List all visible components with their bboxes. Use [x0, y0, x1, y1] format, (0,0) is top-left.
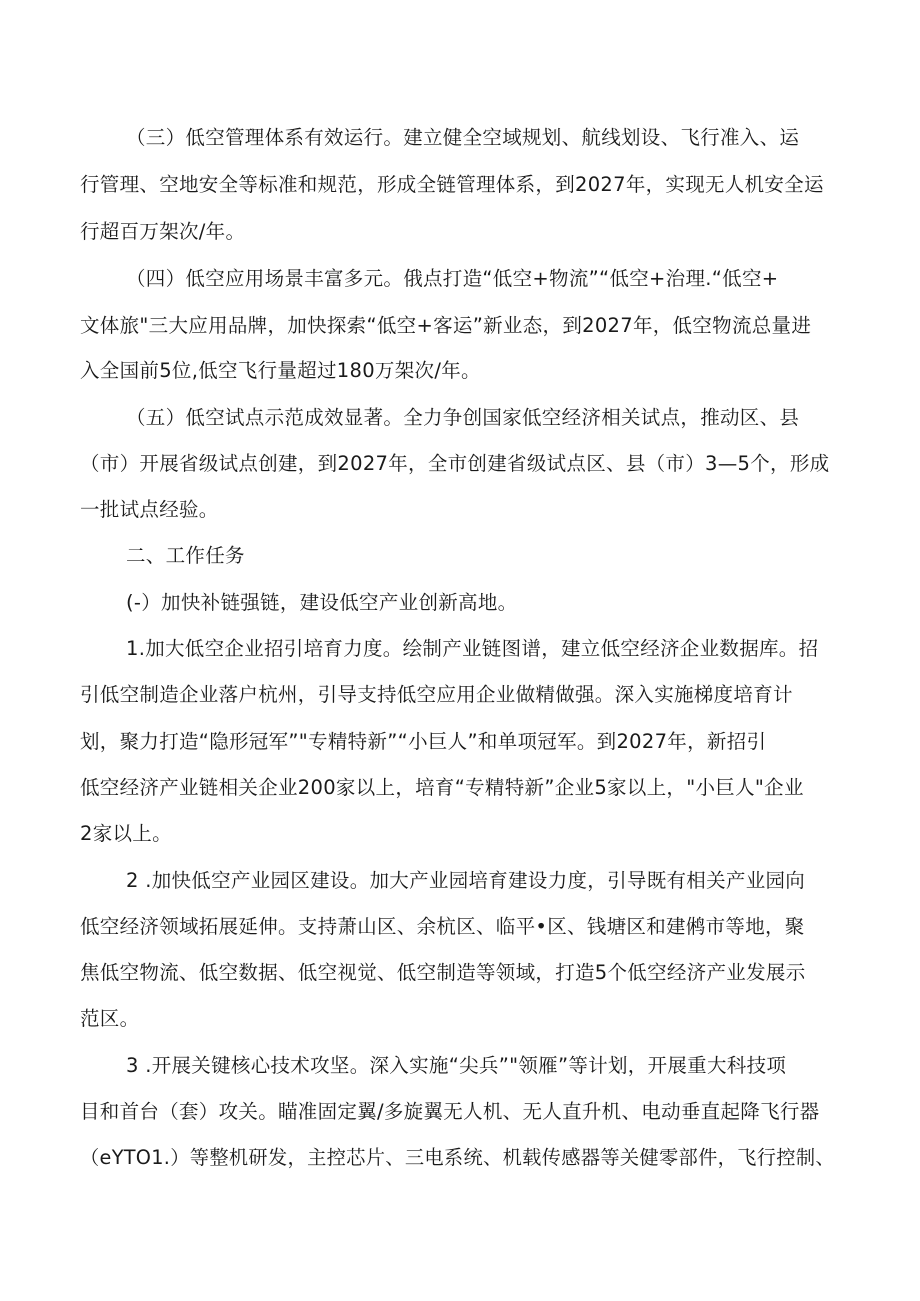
text-line: （四）低空应用场景丰富多元。俄点打造“低空+物流”“低空+治理.“低空+ [126, 267, 779, 290]
text-line: 目和首台（套）攻关。瞄准固定翼/多旋翼无人机、无人直升机、电动垂直起降飞行器 [80, 1100, 820, 1123]
text-line: 范区。 [80, 1007, 140, 1030]
text-line: 低空经济领域拓展延伸。支持萧山区、余杭区、临平•区、钱塘区和建鸺市等地，聚 [80, 915, 805, 938]
section-heading: 二、工作任务 [126, 544, 245, 567]
text-line: （市）开展省级试点创建，到2027年，全市创建省级试点区、县（市）3—5个，形成 [80, 452, 830, 475]
text-line: 文体旅"三大应用品牌，加快探索“低空+客运”新业态，到2027年，低空物流总量进 [80, 314, 812, 337]
text-line: 行超百万架次/年。 [80, 220, 246, 243]
text-line: 2 .加快低空产业园区建设。加大产业园培育建设力度，引导既有相关产业园向 [126, 869, 806, 892]
subsection-heading: (-）加快补链强链，建设低空产业创新高地。 [126, 591, 518, 614]
text-line: 行管理、空地安全等标准和规范，形成全链管理体系，到2027年，实现无人机安全运 [80, 173, 824, 196]
text-line: 3 .开展关键核心技术攻坚。深入实施“尖兵”"领雁”等计划，开展重大科技项 [126, 1054, 787, 1077]
text-line: （三）低空管理体系有效运行。建立健全空域规划、航线划设、飞行准入、运 [126, 126, 800, 149]
text-line: （五）低空试点示范成效显著。全力争创国家低空经济相关试点，推动区、县 [126, 406, 800, 429]
text-line: 2家以上。 [80, 822, 172, 845]
text-line: 一批试点经验。 [80, 498, 219, 521]
text-line: 焦低空物流、低空数据、低空视觉、低空制造等领域，打造5个低空经济产业发展示 [80, 961, 806, 984]
text-line: 入全国前5位,低空飞行量超过180万架次/年。 [80, 359, 481, 382]
text-line: 低空经济产业链相关企业200家以上，培育“专精特新”企业5家以上，"小巨人"企业 [80, 776, 804, 799]
text-line: 引低空制造企业落户杭州，引导支持低空应用企业做精做强。深入实施梯度培育计 [80, 683, 793, 706]
text-line: 1.加大低空企业招引培育力度。绘制产业链图谱，建立低空经济企业数据库。招 [126, 637, 819, 660]
text-line: 划，聚力打造“隐形冠军”"专精特新”“小巨人”和单项冠军。到2027年，新招引 [80, 730, 767, 753]
text-line: （eYTO1.）等整机研发，主控芯片、三电系统、机载传感器等关健零部件，飞行控制、 [80, 1146, 835, 1169]
